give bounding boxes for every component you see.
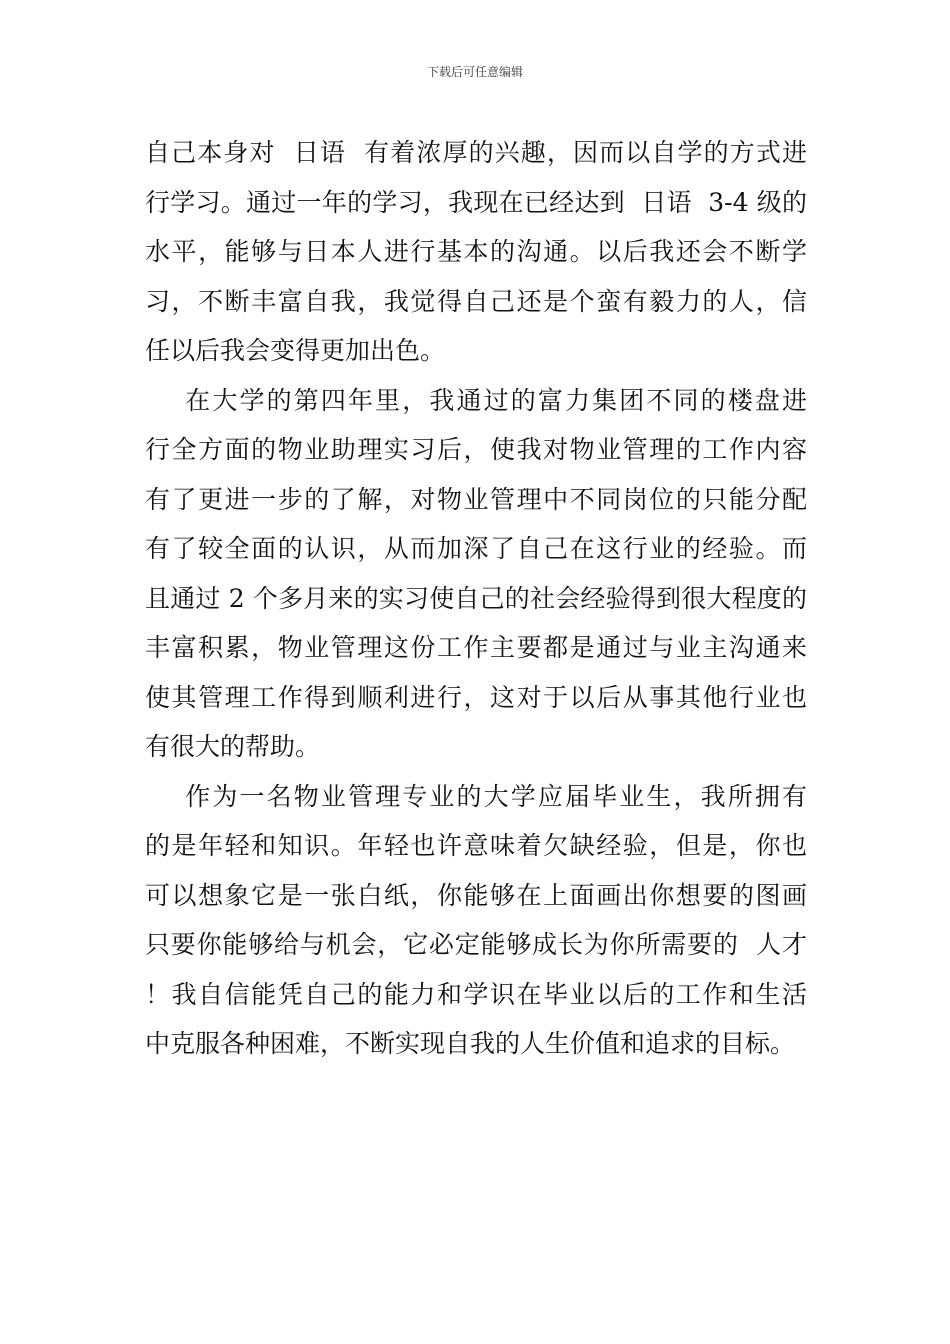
text-line: 有了更进一步的了解，对物业管理中不同岗位的只能分配	[145, 484, 807, 514]
paragraph-3	[145, 772, 807, 1069]
text-line: 水平，能够与日本人进行基本的沟通。以后我还会不断学	[145, 237, 807, 266]
text-line: 可以想象它是一张白纸，你能够在上面画出你想要的图画	[145, 880, 807, 910]
text-line: 在大学的第四年里，我通过的富力集团不同的楼盘进	[145, 385, 807, 415]
text-line: 使其管理工作得到顺利进行，这对于以后从事其他行业也	[145, 682, 807, 712]
text-line: 任以后我会变得更加出色。	[145, 336, 446, 365]
text-line: 行学习。通过一年的学习，我现在已经达到 日语 3-4 级的	[145, 187, 807, 217]
text-line: 且通过 2 个多月来的实习使自己的社会经验得到很大程度的	[145, 583, 807, 613]
text-line: 自己本身对 日语 有着浓厚的兴趣，因而以自学的方式进	[145, 138, 807, 167]
text-line: 中克服各种困难，不断实现自我的人生价值和追求的目标。	[145, 1029, 796, 1058]
page-header-note: 下载后可任意编辑	[426, 65, 523, 79]
text-line: 有了较全面的认识，从而加深了自己在这行业的经验。而	[145, 534, 807, 563]
paragraph-2	[145, 376, 807, 772]
text-line: 行全方面的物业助理实习后，使我对物业管理的工作内容	[145, 435, 807, 464]
paragraph-1	[145, 128, 807, 376]
text-line: 习，不断丰富自我，我觉得自己还是个蛮有毅力的人，信	[145, 286, 807, 316]
text-line: 丰富积累，物业管理这份工作主要都是通过与业主沟通来	[145, 633, 807, 662]
text-line: ！我自信能凭自己的能力和学识在毕业以后的工作和生活	[145, 979, 807, 1009]
text-line: 的是年轻和知识。年轻也许意味着欠缺经验，但是，你也	[145, 831, 807, 860]
text-line: 只要你能够给与机会，它必定能够成长为你所需要的 人才	[145, 930, 807, 959]
text-line: 作为一名物业管理专业的大学应届毕业生，我所拥有	[145, 781, 807, 811]
text-line: 有很大的帮助。	[145, 732, 321, 761]
document-body	[145, 128, 807, 1069]
